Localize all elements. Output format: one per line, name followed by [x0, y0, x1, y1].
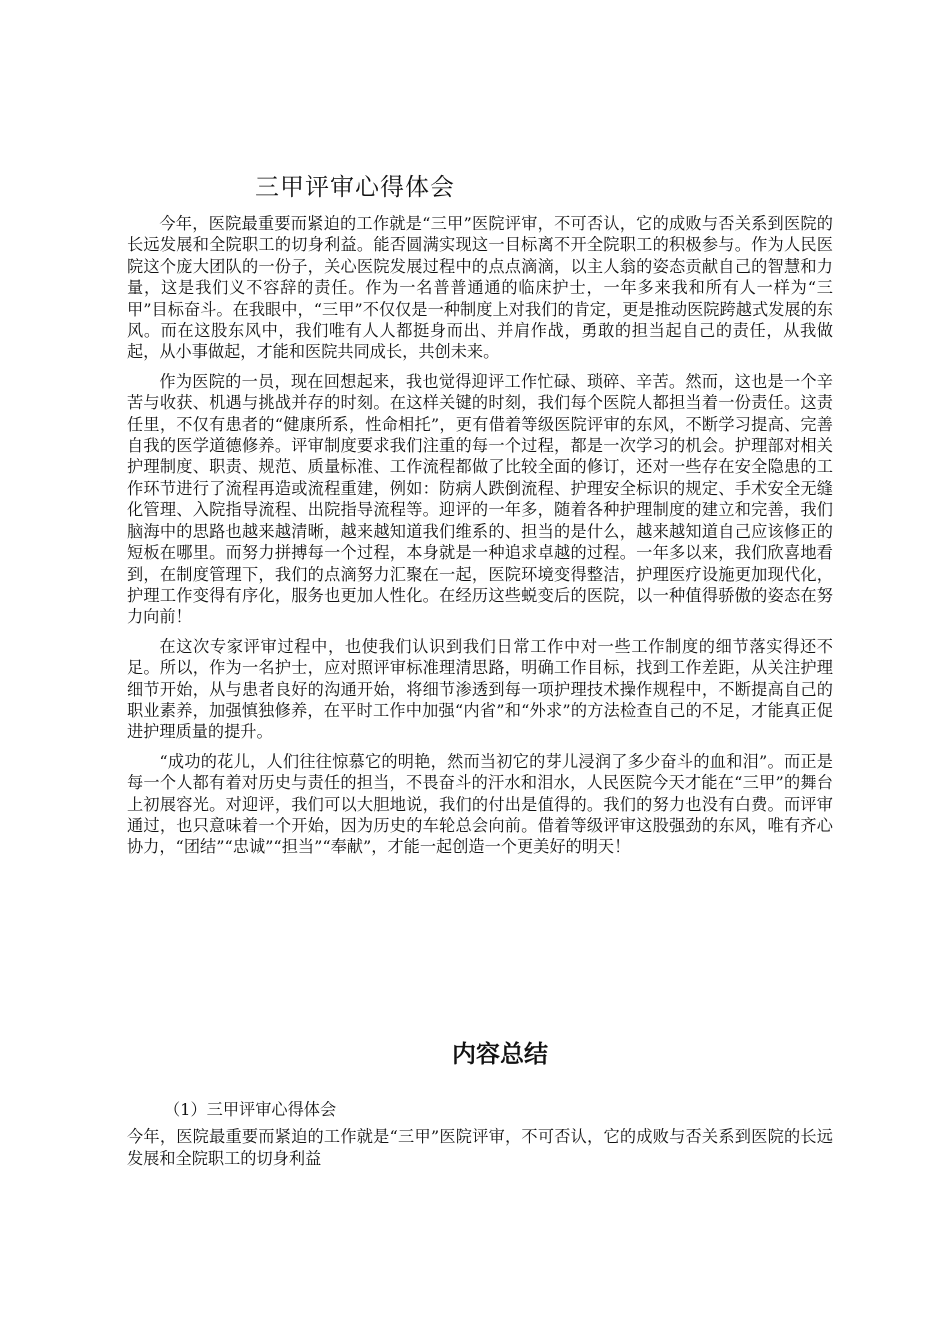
summary-heading: 内容总结: [452, 1040, 548, 1068]
body-paragraph-2: 作为医院的一员，现在回想起来，我也觉得迎评工作忙碌、琐碎、辛苦。然而，这也是一个辛苦与收获、机遇与挑战并存的时刻。在这样关键的时刻，我们每个医院人都担当着一份责任。这责任里，不仅有患者的“健康所系，性命相托”，更有借着等级医院评审的东风，不断学习提高、完善自我的医学道德修养。评审制度要求我们注重的每一个过程，都是一次学习的机会。护理部对相关护理制度、职责、规范、质量标准、工作流程都做了比较全面的修订，还对一些存在安全隐患的工作环节进行了流程再造或流程重建，例如：防病人跌倒流程、护理安全标识的规定、手术安全无缝化管理、入院指导流程、出院指导流程等。迎评的一年多，随着各种护理制度的建立和完善，我们脑海中的思路也越来越清晰，越来越知道我们维系的、担当的是什么，越来越知道自己应该修正的短板在哪里。而努力拼搏每一个过程，本身就是一种追求卓越的过程。一年多以来，我们欣喜地看到，在制度管理下，我们的点滴努力汇聚在一起，医院环境变得整洁，护理医疗设施更加现代化，护理工作变得有序化，服务也更加人性化。在经历这些蜕变后的医院，以一种值得骄傲的姿态在努力向前！: [127, 371, 833, 627]
summary-item-text: 今年，医院最重要而紧迫的工作就是“三甲”医院评审，不可否认，它的成败与否关系到医院的长远发展和全院职工的切身利益: [127, 1127, 833, 1168]
document-body: [127, 213, 833, 866]
body-paragraph-4: “成功的花儿，人们往往惊慕它的明艳，然而当初它的芽儿浸润了多少奋斗的血和泪”。而正是每一个人都有着对历史与责任的担当，不畏奋斗的汗水和泪水，人民医院今天才能在“三甲”的舞台上初展容光。对迎评，我们可以大胆地说，我们的付出是值得的。我们的努力也没有白费。而评审通过，也只意味着一个开始，因为历史的车轮总会向前。借着等级评审这股强劲的东风，唯有齐心协力，“团结”“忠诚”“担当”“奉献”，才能一起创造一个更美好的明天！: [127, 751, 833, 857]
summary-item-label: （1）三甲评审心得体会: [164, 1100, 337, 1119]
document-title: 三甲评审心得体会: [255, 173, 455, 201]
body-paragraph-1: 今年，医院最重要而紧迫的工作就是“三甲”医院评审，不可否认，它的成败与否关系到医院的长远发展和全院职工的切身利益。能否圆满实现这一目标离不开全院职工的积极参与。作为人民医院这个庞大团队的一份子，关心医院发展过程中的点点滴滴，以主人翁的姿态贡献自己的智慧和力量，这是我们义不容辞的责任。作为一名普普通通的临床护士，一年多来我和所有人一样为“三甲”目标奋斗。在我眼中，“三甲”不仅仅是一种制度上对我们的肯定，更是推动医院跨越式发展的东风。而在这股东风中，我们唯有人人都挺身而出、并肩作战，勇敢的担当起自己的责任，从我做起，从小事做起，才能和医院共同成长，共创未来。: [127, 214, 833, 362]
body-paragraph-3: 在这次专家评审过程中，也使我们认识到我们日常工作中对一些工作制度的细节落实得还不足。所以，作为一名护士，应对照评审标准理清思路，明确工作目标，找到工作差距，从关注护理细节开始，从与患者良好的沟通开始，将细节渗透到每一项护理技术操作规程中，不断提高自己的职业素养，加强慎独修养，在平时工作中加强“内省”和“外求”的方法检查自己的不足，才能真正促进护理质量的提升。: [127, 636, 833, 742]
